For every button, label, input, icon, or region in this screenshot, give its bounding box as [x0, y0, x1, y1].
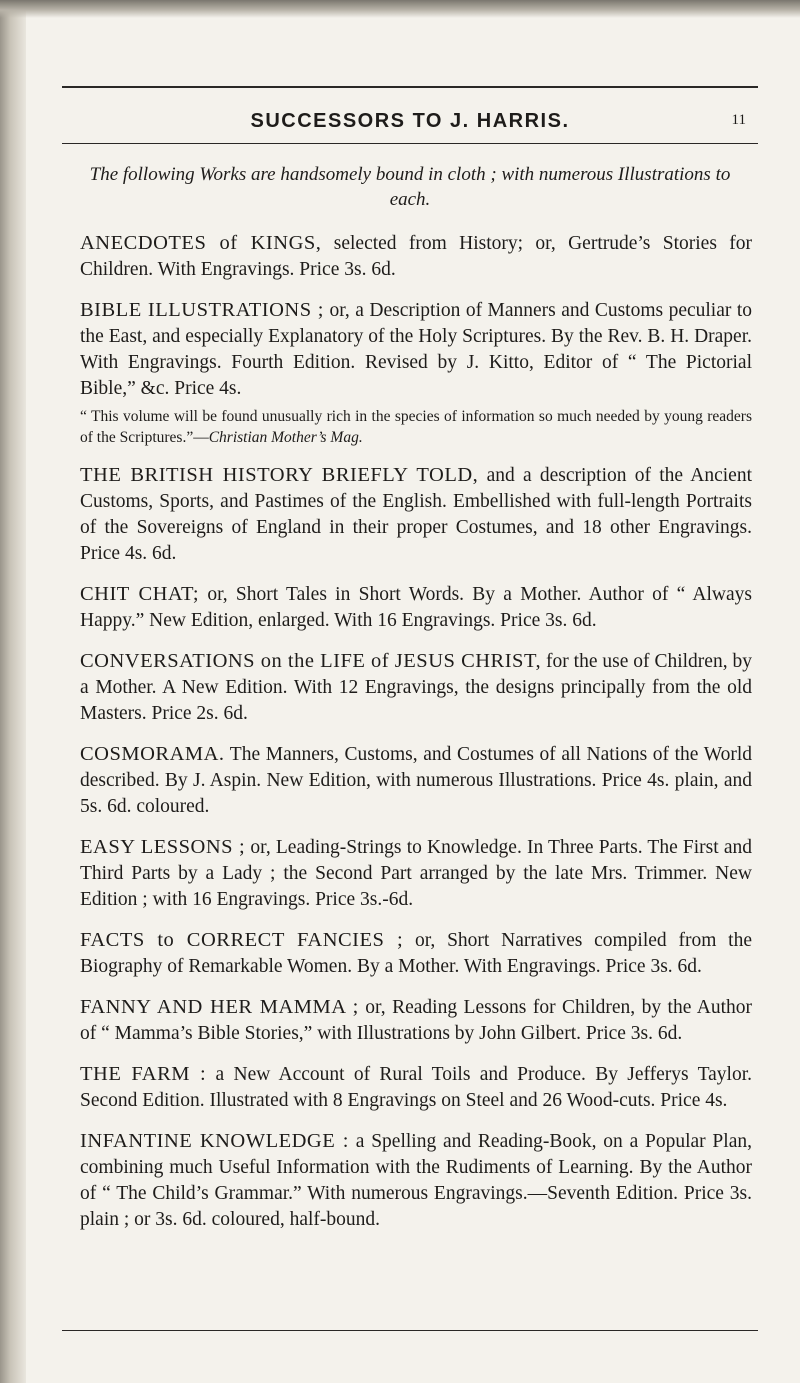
- book-description: or, Short Tales in Short Words. By a Mother. Author of “ Always Happy.” New Edition, enlarged. With 16 Engravings. Price 3s. 6d.: [80, 584, 752, 631]
- scan-top-edge: [0, 0, 800, 18]
- book-entry-fanny-and-her-mamma: [80, 994, 752, 1047]
- review-quote: [80, 406, 752, 448]
- book-description: a Spelling and Reading-Book, on a Popular Plan, combining much Useful Information with the Rudiments of Learning. By the Author of “ The Child’s Grammar.” With numerous Engravings.—Seventh Edition. Price 3s. plain ; or 3s. 6d. coloured, half-bound.: [80, 1131, 752, 1230]
- book-description: or, Leading-Strings to Knowledge. In Three Parts. The First and Third Parts by a Lady ; the Second Part arranged by the late Mrs. Trimmer. New Edition ; with 16 Engravings. Price 3s.-6d.: [80, 837, 752, 910]
- book-title: CONVERSATIONS on the LIFE of JESUS CHRIST,: [80, 650, 542, 672]
- book-description: for the use of Children, by a Mother. A New Edition. With 12 Engravings, the designs principally from the old Masters. Price 2s. 6d.: [80, 651, 752, 724]
- quote-source: Christian Mother’s Mag.: [208, 429, 363, 446]
- book-title: THE BRITISH HISTORY BRIEFLY TOLD,: [80, 464, 479, 486]
- book-description: The Manners, Customs, and Costumes of all Nations of the World described. By J. Aspin. New Edition, with numerous Illustrations. Price 4s. plain, and 5s. 6d. coloured.: [80, 744, 752, 817]
- book-entry-the-farm: [80, 1061, 752, 1114]
- book-description: or, a Description of Manners and Customs peculiar to the East, and especially Explanatory of the Holy Scriptures. By the Rev. B. H. Draper. With Engravings. Fourth Edition. Revised by J. Kitto, Editor of “ The Pictorial Bible,” &c. Price 4s.: [80, 300, 752, 399]
- book-entry-infantine-knowledge: [80, 1128, 752, 1233]
- page-number: 11: [731, 112, 746, 128]
- scan-edge: [0, 0, 26, 1383]
- book-title: INFANTINE KNOWLEDGE :: [80, 1130, 349, 1152]
- book-entry-chit-chat: [80, 581, 752, 634]
- book-description: or, Reading Lessons for Children, by the Author of “ Mamma’s Bible Stories,” with Illustrations by John Gilbert. Price 3s. 6d.: [80, 997, 753, 1044]
- book-title: FACTS to CORRECT FANCIES ;: [80, 929, 404, 951]
- book-entry-british-history: [80, 462, 752, 567]
- catalogue-page: [62, 86, 758, 1247]
- book-entry-conversations: [80, 648, 752, 727]
- book-entry-facts-to-correct-fancies: [80, 927, 752, 980]
- book-title: CHIT CHAT;: [80, 583, 200, 605]
- running-header: [62, 86, 758, 144]
- book-title: BIBLE ILLUSTRATIONS ;: [80, 299, 324, 321]
- header-rule: [62, 143, 758, 144]
- book-title: ANECDOTES of KINGS,: [80, 232, 322, 254]
- book-description: or, Short Narratives compiled from the Biography of Remarkable Women. By a Mother. With Engravings. Price 3s. 6d.: [80, 930, 752, 977]
- book-entry-cosmorama: [80, 741, 752, 820]
- quote-text: “ This volume will be found unusually rich in the species of information so much needed by young readers of the Scriptures.”—: [80, 408, 752, 446]
- book-title: EASY LESSONS ;: [80, 836, 246, 858]
- book-title: FANNY AND HER MAMMA ;: [80, 996, 359, 1018]
- book-entry-anecdotes-of-kings: [80, 230, 752, 283]
- header-title: SUCCESSORS TO J. HARRIS.: [250, 110, 570, 132]
- book-entry-easy-lessons: [80, 834, 752, 913]
- book-title: THE FARM :: [80, 1063, 207, 1085]
- intro-note: The following Works are handsomely bound in cloth ; with numerous Illustrations to each.: [89, 164, 731, 210]
- book-description: and a description of the Ancient Customs, Sports, and Pastimes of the English. Embellished with full-length Portraits of the Sovereigns of England in their proper Costumes, and 18 other Engravings. Price 4s. 6d.: [80, 465, 752, 564]
- book-title: COSMORAMA.: [80, 743, 225, 765]
- book-entry-bible-illustrations: [80, 297, 752, 402]
- book-description: selected from History; or, Gertrude’s Stories for Children. With Engravings. Price 3s. 6d.: [80, 233, 753, 280]
- book-description: a New Account of Rural Toils and Produce. By Jefferys Taylor. Second Edition. Illustrated with 8 Engravings on Steel and 26 Wood-cuts. Price 4s.: [80, 1064, 752, 1111]
- footer-rule: [62, 1330, 758, 1331]
